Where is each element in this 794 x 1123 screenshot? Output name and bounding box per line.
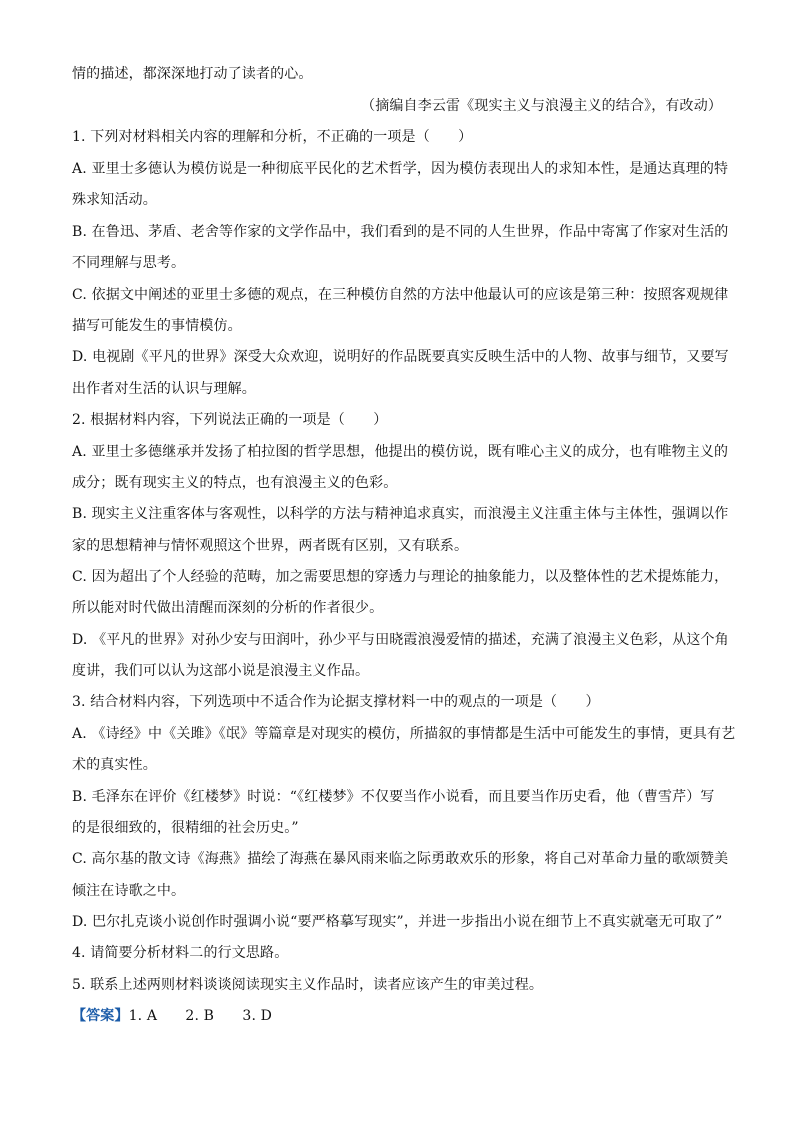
option-2b: B. 现实主义注重客体与客观性，以科学的方法与精神追求真实，而浪漫主义注重主体与主体性，强调以作 [72, 506, 729, 522]
question-1: 1. 下列对材料相关内容的理解和分析，不正确的一项是（ ） [72, 129, 473, 145]
option-2d: D. 《平凡的世界》对孙少安与田润叶，孙少平与田晓霞浪漫爱情的描述，充满了浪漫主义色彩，从这个角 [72, 632, 729, 648]
question-2: 2. 根据材料内容，下列说法正确的一项是（ ） [72, 412, 388, 428]
option-2b-cont: 家的思想精神与情怀观照这个世界，两者既有区别，又有联系。 [72, 538, 469, 554]
option-2a: A. 亚里士多德继承并发扬了柏拉图的哲学思想，他提出的模仿说，既有唯心主义的成分，也有唯物主义的 [72, 444, 729, 460]
question-3: 3. 结合材料内容，下列选项中不适合作为论据支撑材料一中的观点的一项是（ ） [72, 694, 600, 710]
answer-values: 1. A 2. B 3. D [128, 1008, 273, 1024]
option-1b-cont: 不同理解与思考。 [72, 255, 186, 271]
option-3c: C. 高尔基的散文诗《海燕》描绘了海燕在暴风雨来临之际勇敢欢乐的形象，将自己对革命力量的歌颂赞美 [72, 851, 729, 867]
option-1a-cont: 殊求知活动。 [72, 192, 157, 208]
answer-line [72, 1006, 724, 1026]
option-1c: C. 依据文中阐述的亚里士多德的观点，在三种模仿自然的方法中他最认可的应该是第三种：按照客观规律 [72, 287, 729, 303]
option-2a-cont: 成分；既有现实主义的特点，也有浪漫主义的色彩。 [72, 475, 398, 491]
option-1d-cont: 出作者对生活的认识与理解。 [72, 381, 256, 397]
question-5: 5. 联系上述两则材料谈谈阅读现实主义作品时，读者应该产生的审美过程。 [72, 977, 544, 993]
option-2c: C. 因为超出了个人经验的范畴，加之需要思想的穿透力与理论的抽象能力，以及整体性的艺术提炼能力， [72, 569, 729, 585]
option-3b-cont: 的是很细致的，很精细的社会历史。” [72, 820, 299, 836]
question-4: 4. 请简要分析材料二的行文思路。 [72, 945, 289, 961]
option-1a: A. 亚里士多德认为模仿说是一种彻底平民化的艺术哲学，因为模仿表现出人的求知本性，是通达真理的特 [72, 161, 729, 177]
option-3a: A. 《诗经》中《关雎》《氓》等篇章是对现实的模仿，所描叙的事情都是生活中可能发生的事情，更具有艺 [72, 726, 736, 742]
option-3b: B. 毛泽东在评价《红楼梦》时说：“《红楼梦》不仅要当作小说看，而且要当作历史看，他（曹雪芹）写 [72, 789, 715, 805]
option-3c-cont: 倾注在诗歌之中。 [72, 883, 186, 899]
option-1c-cont: 描写可能发生的事情模仿。 [72, 318, 242, 334]
option-3a-cont: 术的真实性。 [72, 757, 157, 773]
option-2c-cont: 所以能对时代做出清醒而深刻的分析的作者很少。 [72, 600, 384, 616]
option-3d: D. 巴尔扎克谈小说创作时强调小说“要严格摹写现实”，并进一步指出小说在细节上不真实就毫无可取了” [72, 914, 723, 930]
text-line: 情的描述，都深深地打动了读者的心。 [72, 66, 313, 82]
option-1b: B. 在鲁迅、茅盾、老舍等作家的文学作品中，我们看到的是不同的人生世界，作品中寄寓了作家对生活的 [72, 224, 729, 240]
answer-label: 【答案】 [72, 1008, 129, 1024]
option-2d-cont: 度讲，我们可以认为这部小说是浪漫主义作品。 [72, 663, 370, 679]
source-citation: （摘编自李云雷《现实主义与浪漫主义的结合》，有改动） [361, 98, 722, 114]
option-1d: D. 电视剧《平凡的世界》深受大众欢迎，说明好的作品既要真实反映生活中的人物、故事与细节，又要写 [72, 349, 729, 365]
